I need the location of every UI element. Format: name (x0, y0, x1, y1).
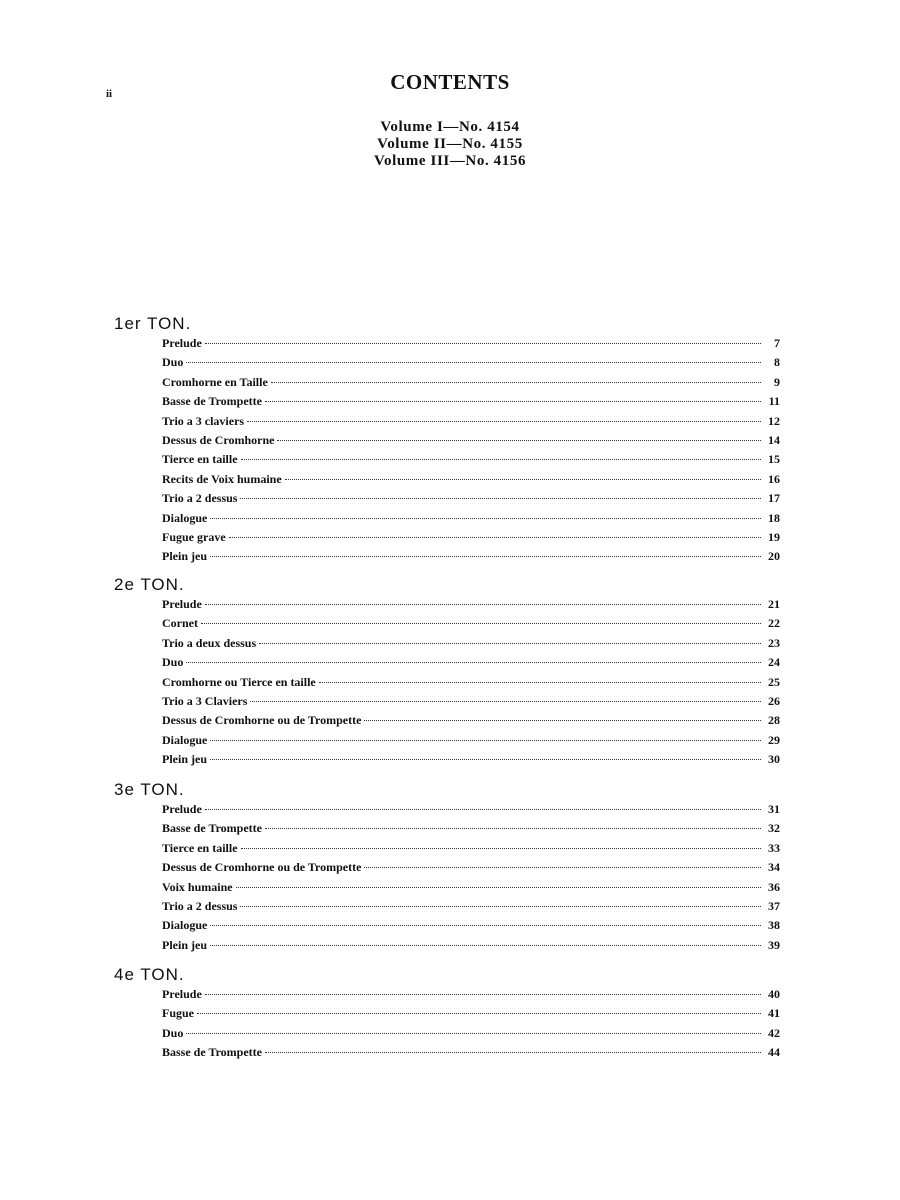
entry-page: 32 (768, 821, 780, 836)
entry-page: 26 (768, 693, 780, 708)
dot-leader (265, 401, 761, 402)
entry-title: Prelude (162, 987, 202, 1001)
entry-page: 22 (768, 616, 780, 631)
entry-title: Prelude (162, 802, 202, 816)
dot-leader (186, 662, 761, 663)
dot-leader (271, 382, 761, 383)
entry-page: 7 (774, 336, 780, 350)
entry-page: 40 (768, 987, 780, 1001)
entry-title: Trio a deux dessus (162, 635, 257, 650)
entry-title: Trio a 3 claviers (162, 413, 245, 428)
entry-list (162, 336, 780, 569)
toc-entry (162, 987, 780, 1006)
dot-leader (240, 906, 761, 907)
entry-title: Cornet (162, 616, 198, 631)
entry-list (162, 597, 780, 772)
section-heading: 1er TON. (114, 314, 192, 333)
toc-entry (162, 491, 780, 510)
section-heading: 3e TON. (114, 780, 185, 799)
entry-page: 41 (768, 1006, 780, 1021)
entry-page: 30 (768, 752, 780, 767)
entry-page: 9 (774, 374, 780, 389)
dot-leader (229, 537, 761, 538)
toc-entry (162, 752, 780, 771)
dot-leader (205, 809, 761, 810)
entry-title: Basse de Trompette (162, 1045, 262, 1060)
dot-leader (210, 925, 761, 926)
dot-leader (250, 701, 761, 702)
entry-title: Dessus de Cromhorne ou de Trompette (162, 860, 362, 875)
entry-title: Cromhorne ou Tierce en taille (162, 674, 316, 689)
toc-entry (162, 899, 780, 918)
volume-line: Volume II—No. 4155 (377, 136, 523, 152)
entry-page: 38 (768, 918, 780, 933)
page-title: CONTENTS (390, 70, 510, 94)
dot-leader (197, 1013, 761, 1014)
entry-page: 34 (768, 860, 780, 875)
dot-leader (236, 887, 761, 888)
dot-leader (364, 720, 761, 721)
entry-title: Prelude (162, 597, 202, 611)
toc-entry (162, 938, 780, 957)
entry-title: Basse de Trompette (162, 821, 262, 836)
entry-title: Trio a 3 Claviers (162, 693, 248, 708)
dot-leader (205, 994, 761, 995)
entry-page: 16 (768, 471, 780, 486)
toc-entry (162, 336, 780, 355)
entry-page: 42 (768, 1025, 780, 1040)
dot-leader (210, 556, 761, 557)
entry-title: Plein jeu (162, 549, 207, 564)
dot-leader (265, 828, 761, 829)
entry-title: Dialogue (162, 510, 208, 525)
toc-entry (162, 636, 780, 655)
toc-entry (162, 433, 780, 452)
section-heading: 2e TON. (114, 575, 185, 594)
dot-leader (259, 643, 761, 644)
dot-leader (186, 1033, 761, 1034)
entry-page: 8 (774, 355, 780, 370)
toc-entry (162, 452, 780, 471)
dot-leader (277, 440, 761, 441)
dot-leader (241, 459, 761, 460)
entry-page: 12 (768, 413, 780, 428)
dot-leader (186, 362, 761, 363)
entry-page: 39 (768, 937, 780, 952)
dot-leader (265, 1052, 761, 1053)
entry-page: 37 (768, 898, 780, 913)
entry-page: 23 (768, 635, 780, 650)
dot-leader (364, 867, 761, 868)
entry-page: 20 (768, 549, 780, 564)
entry-page: 44 (768, 1045, 780, 1060)
entry-title: Tierce en taille (162, 840, 238, 855)
toc-entry (162, 918, 780, 937)
page-number: ii (106, 88, 113, 100)
toc-entry (162, 375, 780, 394)
entry-page: 17 (768, 491, 780, 506)
entry-list (162, 987, 780, 1065)
entry-page: 24 (768, 655, 780, 670)
toc-entry (162, 675, 780, 694)
toc-entry (162, 394, 780, 413)
toc-entry (162, 655, 780, 674)
toc-entry (162, 802, 780, 821)
toc-entry (162, 616, 780, 635)
volume-line: Volume III—No. 4156 (373, 153, 527, 169)
toc-entry (162, 355, 780, 374)
entry-title: Dialogue (162, 918, 208, 933)
dot-leader (240, 498, 761, 499)
dot-leader (205, 343, 761, 344)
dot-leader (241, 848, 761, 849)
entry-title: Dialogue (162, 732, 208, 747)
toc-entry (162, 597, 780, 616)
toc-entry (162, 549, 780, 568)
toc-entry (162, 472, 780, 491)
entry-title: Duo (162, 655, 184, 670)
dot-leader (285, 479, 761, 480)
toc-entry (162, 1026, 780, 1045)
entry-page: 36 (768, 879, 780, 894)
section-heading: 4e TON. (114, 965, 185, 984)
entry-page: 21 (768, 597, 780, 611)
entry-title: Plein jeu (162, 937, 207, 952)
entry-page: 19 (768, 529, 780, 544)
entry-page: 28 (768, 713, 780, 728)
entry-page: 31 (768, 802, 780, 816)
entry-title: Basse de Trompette (162, 394, 262, 409)
entry-title: Duo (162, 1025, 184, 1040)
toc-entry (162, 1006, 780, 1025)
toc-entry (162, 733, 780, 752)
volume-list (0, 119, 900, 170)
toc-entry (162, 414, 780, 433)
toc-entry (162, 1045, 780, 1064)
dot-leader (210, 759, 761, 760)
dot-leader (210, 740, 761, 741)
entry-page: 33 (768, 840, 780, 855)
entry-page: 18 (768, 510, 780, 525)
entry-title: Dessus de Cromhorne (162, 432, 275, 447)
entry-title: Fugue grave (162, 529, 226, 544)
entry-title: Dessus de Cromhorne ou de Trompette (162, 713, 362, 728)
entry-title: Trio a 2 dessus (162, 491, 238, 506)
dot-leader (201, 623, 761, 624)
toc-entry (162, 860, 780, 879)
entry-title: Plein jeu (162, 752, 207, 767)
entry-title: Recits de Voix humaine (162, 471, 282, 486)
toc-entry (162, 694, 780, 713)
toc-entry (162, 511, 780, 530)
entry-title: Duo (162, 355, 184, 370)
dot-leader (205, 604, 761, 605)
toc-entry (162, 821, 780, 840)
entry-title: Cromhorne en Taille (162, 374, 268, 389)
entry-title: Prelude (162, 336, 202, 350)
entry-page: 29 (768, 732, 780, 747)
entry-title: Fugue (162, 1006, 195, 1021)
toc-entry (162, 880, 780, 899)
toc-entry (162, 713, 780, 732)
dot-leader (247, 421, 761, 422)
dot-leader (210, 945, 761, 946)
entry-page: 11 (768, 394, 780, 409)
entry-page: 14 (768, 432, 780, 447)
toc-entry (162, 530, 780, 549)
entry-list (162, 802, 780, 957)
entry-page: 25 (768, 674, 780, 689)
toc-entry (162, 841, 780, 860)
volume-line: Volume I—No. 4154 (380, 119, 520, 135)
dot-leader (319, 682, 761, 683)
entry-title: Trio a 2 dessus (162, 898, 238, 913)
entry-title: Tierce en taille (162, 452, 238, 467)
entry-title: Voix humaine (162, 879, 233, 894)
entry-page: 15 (768, 452, 780, 467)
dot-leader (210, 518, 761, 519)
